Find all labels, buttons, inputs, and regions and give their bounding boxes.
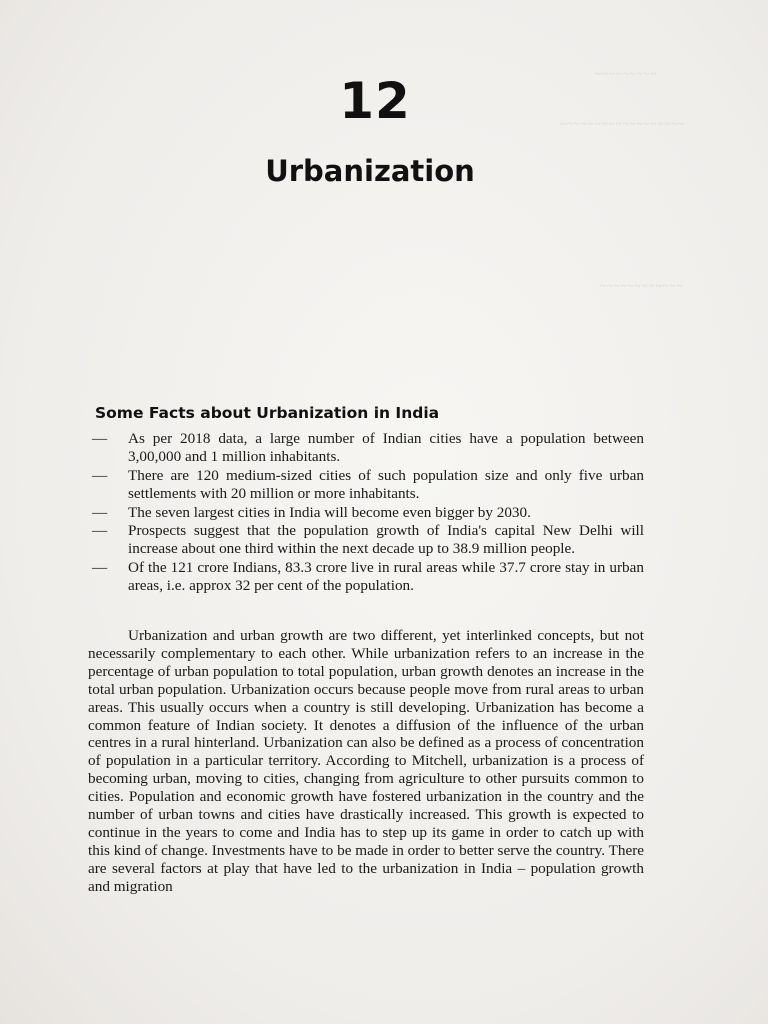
chapter-number: 12: [339, 72, 411, 130]
fact-item: [92, 504, 644, 522]
fact-text: Of the 121 crore Indians, 83.3 crore live in rural areas while 37.7 crore stay in urban areas, i.e. approx 32 per cent of the population.: [128, 558, 644, 595]
chapter-title: Urbanization: [265, 154, 475, 188]
fact-text: The seven largest cities in India will become even bigger by 2030.: [128, 503, 531, 521]
fact-text: As per 2018 data, a large number of Indian cities have a population between 3,00,000 and 1 million inhabitants.: [128, 430, 644, 466]
dash-bullet: —: [92, 558, 108, 576]
fact-item: [92, 467, 644, 504]
dash-bullet: —: [92, 503, 108, 521]
fact-item: [92, 430, 644, 467]
bleed-through-text: ~~~~~~~~~~~~~~~~~~: [560, 118, 686, 130]
facts-list: [92, 430, 644, 596]
dash-bullet: —: [92, 466, 108, 484]
fact-text: There are 120 medium-sized cities of such population size and only five urban settlements with 20 million or more inhabitants.: [128, 466, 644, 503]
bleed-through-text: ~~~~~~~~~: [595, 68, 658, 80]
section-heading: Some Facts about Urbanization in India: [95, 404, 440, 422]
body-paragraph: Urbanization and urban growth are two different, yet interlinked concepts, but not necessarily complementary to each other. While urbanization refers to an increase in the percentage of urban population to total population, urban growth denotes an increase in the total urban population. Urbanization occurs because people move from rural areas to urban areas. This usually occurs when a country is still developing. Urbanization has become a common feature of Indian society. It denotes a diffusion of the influence of the urban centres in a rural hinterland. Urbanization can also be defined as a process of concentration of population in a particular territory. According to Mitchell, urbanization is a process of becoming urban, moving to cities, changing from agriculture to other pursuits common to cities. Population and economic growth have fostered urbanization in the country and the number of urban towns and cities have drastically increased. This growth is expected to continue in the years to come and India has to step up its game in order to catch up with this kind of change. Investments have to be made in order to better serve the country. There are several factors at play that have led to the urbanization in India – population growth and migration: [88, 627, 644, 895]
dash-bullet: —: [92, 430, 108, 447]
fact-text: Prospects suggest that the population growth of India's capital New Delhi will increase about one third within the next decade up to 38.9 million people.: [128, 522, 644, 558]
dash-bullet: —: [92, 522, 108, 540]
bleed-through-text: ~~~~~~~~~~~~: [600, 280, 684, 292]
fact-item: [92, 559, 644, 596]
fact-item: [92, 522, 644, 559]
